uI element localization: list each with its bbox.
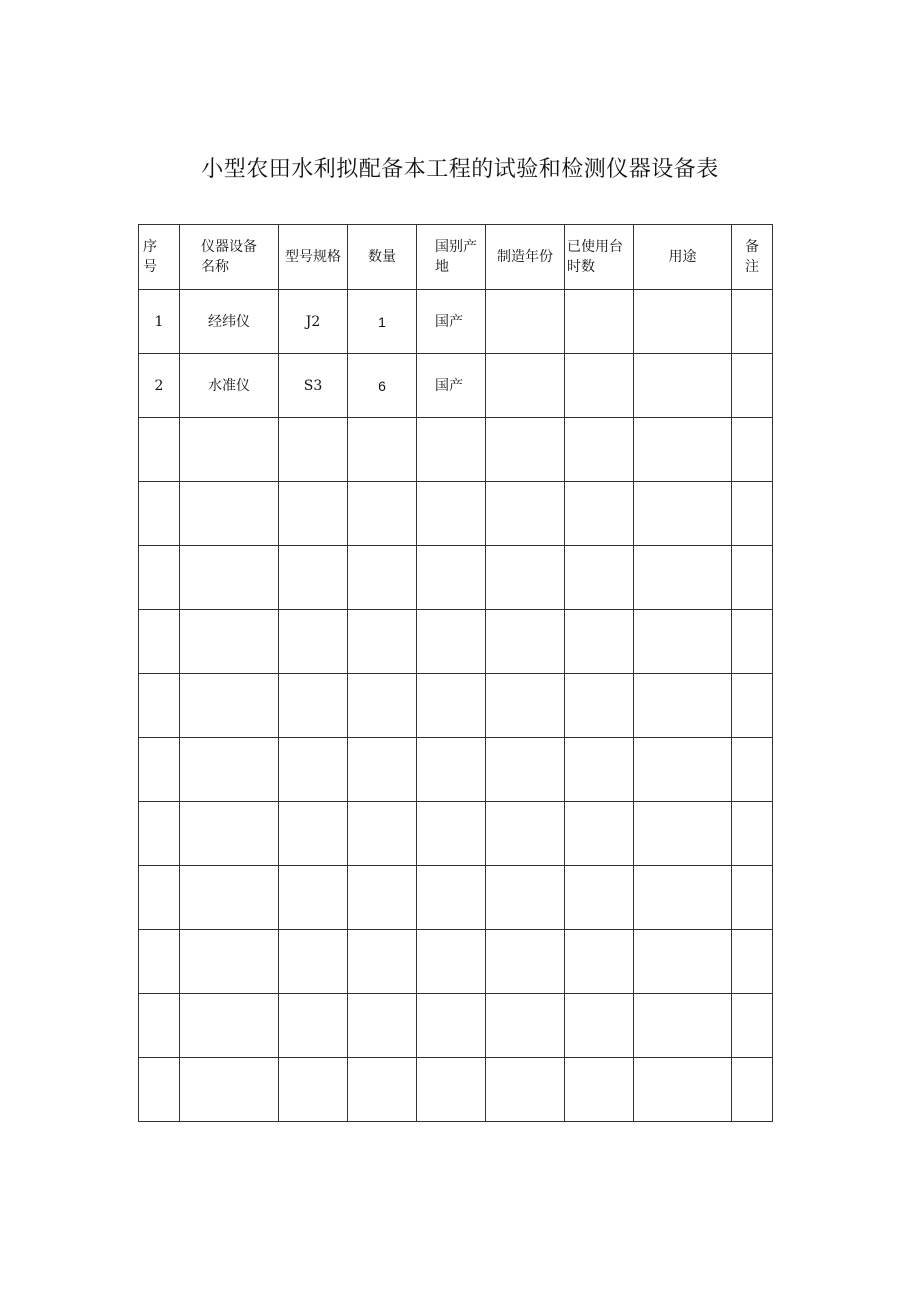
equipment-table bbox=[138, 224, 773, 1122]
cell-quantity bbox=[348, 738, 417, 802]
cell-origin bbox=[417, 610, 486, 674]
cell-seq bbox=[139, 610, 180, 674]
page-title: 小型农田水利拟配备本工程的试验和检测仪器设备表 bbox=[201, 157, 719, 182]
cell-year bbox=[486, 290, 565, 354]
cell-origin bbox=[417, 802, 486, 866]
cell-name: 经纬仪 bbox=[180, 290, 279, 354]
cell-purpose bbox=[634, 418, 732, 482]
header-hours-line1: 已使用台 bbox=[567, 239, 623, 255]
cell-name bbox=[180, 546, 279, 610]
header-hours-line2: 时数 bbox=[567, 259, 595, 275]
cell-note bbox=[732, 738, 773, 802]
cell-model bbox=[279, 482, 348, 546]
table-row bbox=[139, 610, 773, 674]
header-name-line1: 仪器设备 bbox=[201, 239, 257, 255]
cell-name bbox=[180, 994, 279, 1058]
cell-name bbox=[180, 482, 279, 546]
table-row bbox=[139, 1058, 773, 1122]
cell-model bbox=[279, 1058, 348, 1122]
cell-quantity bbox=[348, 866, 417, 930]
cell-name: 水准仪 bbox=[180, 354, 279, 418]
cell-model bbox=[279, 994, 348, 1058]
cell-quantity bbox=[348, 546, 417, 610]
cell-seq bbox=[139, 930, 180, 994]
table-row bbox=[139, 930, 773, 994]
header-note-line2: 注 bbox=[745, 259, 759, 275]
cell-note bbox=[732, 418, 773, 482]
cell-seq bbox=[139, 1058, 180, 1122]
cell-year bbox=[486, 354, 565, 418]
cell-year bbox=[486, 482, 565, 546]
cell-year bbox=[486, 1058, 565, 1122]
cell-model bbox=[279, 674, 348, 738]
cell-model bbox=[279, 546, 348, 610]
cell-seq: 2 bbox=[139, 354, 180, 418]
cell-note bbox=[732, 546, 773, 610]
cell-origin bbox=[417, 674, 486, 738]
cell-quantity bbox=[348, 930, 417, 994]
cell-model bbox=[279, 866, 348, 930]
table-row bbox=[139, 994, 773, 1058]
header-name bbox=[180, 225, 279, 290]
cell-model bbox=[279, 802, 348, 866]
cell-year bbox=[486, 930, 565, 994]
cell-quantity bbox=[348, 802, 417, 866]
header-seq-line2: 号 bbox=[143, 259, 157, 275]
cell-quantity bbox=[348, 418, 417, 482]
cell-name bbox=[180, 866, 279, 930]
cell-year bbox=[486, 802, 565, 866]
cell-note bbox=[732, 290, 773, 354]
cell-origin bbox=[417, 930, 486, 994]
cell-name bbox=[180, 674, 279, 738]
cell-note bbox=[732, 674, 773, 738]
cell-origin: 国产 bbox=[417, 354, 486, 418]
cell-quantity: 6 bbox=[348, 354, 417, 418]
cell-name bbox=[180, 1058, 279, 1122]
cell-seq bbox=[139, 546, 180, 610]
cell-seq bbox=[139, 418, 180, 482]
cell-model: J2 bbox=[279, 290, 348, 354]
table-row bbox=[139, 802, 773, 866]
cell-model bbox=[279, 930, 348, 994]
header-note-line1: 备 bbox=[745, 239, 759, 255]
header-row bbox=[139, 225, 773, 290]
header-quantity: 数量 bbox=[348, 225, 417, 290]
cell-name bbox=[180, 930, 279, 994]
table-body bbox=[139, 290, 773, 1122]
cell-year bbox=[486, 418, 565, 482]
cell-note bbox=[732, 610, 773, 674]
header-seq-line1: 序 bbox=[143, 239, 157, 255]
cell-quantity bbox=[348, 610, 417, 674]
cell-name bbox=[180, 738, 279, 802]
header-name-line2: 名称 bbox=[201, 259, 229, 275]
cell-purpose bbox=[634, 738, 732, 802]
cell-origin bbox=[417, 418, 486, 482]
cell-quantity bbox=[348, 1058, 417, 1122]
cell-purpose bbox=[634, 482, 732, 546]
cell-purpose bbox=[634, 290, 732, 354]
header-note bbox=[732, 225, 773, 290]
cell-model bbox=[279, 418, 348, 482]
cell-model: S3 bbox=[279, 354, 348, 418]
header-hours bbox=[565, 225, 634, 290]
cell-origin bbox=[417, 546, 486, 610]
cell-hours bbox=[565, 994, 634, 1058]
cell-note bbox=[732, 1058, 773, 1122]
cell-purpose bbox=[634, 994, 732, 1058]
cell-seq: 1 bbox=[139, 290, 180, 354]
cell-note bbox=[732, 930, 773, 994]
cell-hours bbox=[565, 674, 634, 738]
header-purpose: 用途 bbox=[634, 225, 732, 290]
header-year: 制造年份 bbox=[486, 225, 565, 290]
cell-seq bbox=[139, 482, 180, 546]
cell-origin bbox=[417, 482, 486, 546]
cell-purpose bbox=[634, 802, 732, 866]
cell-quantity bbox=[348, 674, 417, 738]
cell-seq bbox=[139, 866, 180, 930]
cell-purpose bbox=[634, 1058, 732, 1122]
cell-hours bbox=[565, 1058, 634, 1122]
cell-origin bbox=[417, 1058, 486, 1122]
cell-purpose bbox=[634, 866, 732, 930]
cell-origin bbox=[417, 866, 486, 930]
cell-note bbox=[732, 482, 773, 546]
cell-note bbox=[732, 354, 773, 418]
cell-note bbox=[732, 866, 773, 930]
cell-purpose bbox=[634, 610, 732, 674]
cell-origin: 国产 bbox=[417, 290, 486, 354]
cell-hours bbox=[565, 738, 634, 802]
cell-seq bbox=[139, 994, 180, 1058]
cell-hours bbox=[565, 418, 634, 482]
cell-quantity bbox=[348, 994, 417, 1058]
cell-hours bbox=[565, 546, 634, 610]
cell-hours bbox=[565, 610, 634, 674]
cell-year bbox=[486, 866, 565, 930]
cell-hours bbox=[565, 802, 634, 866]
header-seq bbox=[139, 225, 180, 290]
cell-hours bbox=[565, 866, 634, 930]
cell-seq bbox=[139, 802, 180, 866]
table-row bbox=[139, 546, 773, 610]
cell-quantity: 1 bbox=[348, 290, 417, 354]
cell-hours bbox=[565, 930, 634, 994]
cell-note bbox=[732, 994, 773, 1058]
table-row bbox=[139, 418, 773, 482]
cell-purpose bbox=[634, 674, 732, 738]
cell-seq bbox=[139, 674, 180, 738]
cell-name bbox=[180, 418, 279, 482]
table-row bbox=[139, 674, 773, 738]
header-origin bbox=[417, 225, 486, 290]
cell-year bbox=[486, 546, 565, 610]
cell-purpose bbox=[634, 354, 732, 418]
cell-year bbox=[486, 994, 565, 1058]
cell-hours bbox=[565, 482, 634, 546]
cell-name bbox=[180, 610, 279, 674]
cell-model bbox=[279, 738, 348, 802]
cell-note bbox=[732, 802, 773, 866]
table-row bbox=[139, 866, 773, 930]
table-row bbox=[139, 738, 773, 802]
table-row bbox=[139, 354, 773, 418]
cell-quantity bbox=[348, 482, 417, 546]
cell-model bbox=[279, 610, 348, 674]
header-origin-line1: 国别产 bbox=[435, 239, 477, 255]
cell-year bbox=[486, 738, 565, 802]
cell-hours bbox=[565, 354, 634, 418]
cell-origin bbox=[417, 738, 486, 802]
table-row bbox=[139, 482, 773, 546]
cell-purpose bbox=[634, 546, 732, 610]
cell-seq bbox=[139, 738, 180, 802]
cell-name bbox=[180, 802, 279, 866]
cell-hours bbox=[565, 290, 634, 354]
cell-year bbox=[486, 674, 565, 738]
header-model: 型号规格 bbox=[279, 225, 348, 290]
cell-year bbox=[486, 610, 565, 674]
header-origin-line2: 地 bbox=[435, 259, 449, 275]
cell-purpose bbox=[634, 930, 732, 994]
cell-origin bbox=[417, 994, 486, 1058]
table-row bbox=[139, 290, 773, 354]
